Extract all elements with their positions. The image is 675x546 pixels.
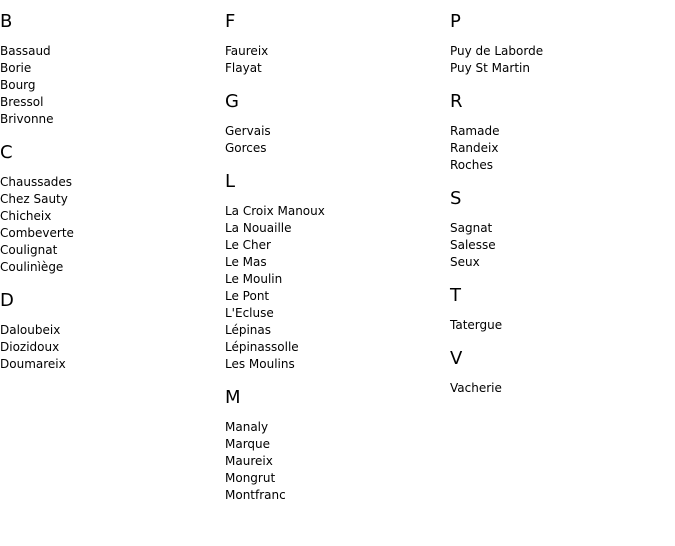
place-list-item (450, 157, 675, 174)
place-link[interactable]: Puy de Laborde (450, 44, 544, 58)
place-list-item (225, 237, 450, 254)
place-list-item (225, 419, 450, 436)
letter-heading: C (0, 142, 13, 163)
place-link[interactable]: Mongrut (225, 471, 276, 485)
place-link[interactable]: Diozidoux (0, 340, 60, 354)
index-column-3 (450, 0, 675, 411)
place-list-item (450, 43, 675, 60)
letter-group-t (450, 285, 675, 334)
place-link[interactable]: Vacherie (450, 381, 502, 395)
place-list (450, 380, 675, 397)
letter-heading: R (450, 91, 463, 112)
place-list-item (225, 339, 450, 356)
place-list-item (0, 242, 225, 259)
place-list-item (450, 220, 675, 237)
place-list-item (0, 60, 225, 77)
letter-heading: F (225, 11, 236, 32)
place-list (0, 43, 225, 128)
place-link[interactable]: Manaly (225, 420, 269, 434)
place-link[interactable]: Chez Sauty (0, 192, 68, 206)
place-list-item (225, 271, 450, 288)
place-link[interactable]: Combeverte (0, 226, 74, 240)
letter-heading: S (450, 188, 462, 209)
place-list-item (225, 305, 450, 322)
letter-group-b (0, 11, 225, 128)
place-list-item (0, 259, 225, 276)
place-list-item (0, 339, 225, 356)
place-list-item (225, 470, 450, 487)
place-link[interactable]: Salesse (450, 238, 496, 252)
place-link[interactable]: Coulinìège (0, 260, 64, 274)
place-list-item (225, 487, 450, 504)
place-link[interactable]: Borie (0, 61, 32, 75)
place-list (225, 419, 450, 504)
place-link[interactable]: Lépinas (225, 323, 272, 337)
letter-group-v (450, 348, 675, 397)
place-link[interactable]: Daloubeix (0, 323, 61, 337)
place-link[interactable]: Sagnat (450, 221, 493, 235)
place-link[interactable]: Doumareix (0, 357, 66, 371)
place-list-item (0, 225, 225, 242)
place-link[interactable]: Bourg (0, 78, 36, 92)
place-list-item (225, 203, 450, 220)
place-list-item (225, 356, 450, 373)
place-list (450, 317, 675, 334)
place-list-item (450, 60, 675, 77)
letter-group-r (450, 91, 675, 174)
place-list (225, 43, 450, 77)
place-list-item (225, 254, 450, 271)
letter-heading: V (450, 348, 463, 369)
letter-group-m (225, 387, 450, 504)
index-column-2 (225, 0, 450, 518)
place-link[interactable]: Ramade (450, 124, 500, 138)
place-list (450, 220, 675, 271)
place-list-item (0, 94, 225, 111)
place-list (450, 123, 675, 174)
letter-heading: B (0, 11, 13, 32)
place-link[interactable]: Seux (450, 255, 480, 269)
place-link[interactable]: La Croix Manoux (225, 204, 325, 218)
place-link[interactable]: Randeix (450, 141, 499, 155)
place-list-item (225, 322, 450, 339)
place-link[interactable]: Gervais (225, 124, 271, 138)
place-list-item (0, 77, 225, 94)
place-list-item (0, 111, 225, 128)
place-list (0, 174, 225, 276)
index-column-1 (0, 0, 225, 387)
place-link[interactable]: Bassaud (0, 44, 51, 58)
place-list-item (225, 60, 450, 77)
place-list-item (225, 453, 450, 470)
place-link[interactable]: L'Ecluse (225, 306, 274, 320)
place-list-item (450, 254, 675, 271)
place-list-item (225, 123, 450, 140)
place-link[interactable]: La Nouaille (225, 221, 292, 235)
place-link[interactable]: Bressol (0, 95, 44, 109)
place-list (450, 43, 675, 77)
place-link[interactable]: Maureix (225, 454, 273, 468)
place-link[interactable]: Le Pont (225, 289, 270, 303)
place-list-item (450, 237, 675, 254)
letter-group-f (225, 11, 450, 77)
letter-heading: G (225, 91, 239, 112)
place-list-item (0, 356, 225, 373)
place-link[interactable]: Tatergue (450, 318, 503, 332)
place-list-item (225, 220, 450, 237)
letter-heading: D (0, 290, 14, 311)
place-link[interactable]: Gorces (225, 141, 267, 155)
letter-group-c (0, 142, 225, 276)
place-link[interactable]: Le Moulin (225, 272, 283, 286)
place-link[interactable]: Lépinassolle (225, 340, 299, 354)
place-list-item (450, 317, 675, 334)
place-list-item (225, 436, 450, 453)
letter-heading: M (225, 387, 241, 408)
letter-heading: L (225, 171, 236, 192)
letter-group-g (225, 91, 450, 157)
place-link[interactable]: Le Mas (225, 255, 267, 269)
place-list-item (450, 123, 675, 140)
place-list-item (0, 322, 225, 339)
place-list-item (0, 43, 225, 60)
place-list (0, 322, 225, 373)
place-list-item (450, 380, 675, 397)
place-list-item (450, 140, 675, 157)
place-list-item (0, 174, 225, 191)
place-link[interactable]: Coulignat (0, 243, 58, 257)
place-link[interactable]: Faureix (225, 44, 269, 58)
place-link[interactable]: Chaussades (0, 175, 73, 189)
place-list-item (225, 43, 450, 60)
place-link[interactable]: Flayat (225, 61, 262, 75)
place-list (225, 203, 450, 373)
place-link[interactable]: Montfranc (225, 488, 286, 502)
place-link[interactable]: Marque (225, 437, 271, 451)
place-list-item (0, 191, 225, 208)
letter-group-p (450, 11, 675, 77)
letter-heading: T (450, 285, 461, 306)
place-list (225, 123, 450, 157)
place-list-item (0, 208, 225, 225)
letter-group-l (225, 171, 450, 373)
letter-heading: P (450, 11, 461, 32)
letter-group-d (0, 290, 225, 373)
place-link[interactable]: Puy St Martin (450, 61, 530, 75)
place-link[interactable]: Chicheix (0, 209, 52, 223)
place-link[interactable]: Le Cher (225, 238, 271, 252)
letter-group-s (450, 188, 675, 271)
place-list-item (225, 288, 450, 305)
place-link[interactable]: Brivonne (0, 112, 54, 126)
place-link[interactable]: Les Moulins (225, 357, 295, 371)
place-list-item (225, 140, 450, 157)
place-link[interactable]: Roches (450, 158, 493, 172)
